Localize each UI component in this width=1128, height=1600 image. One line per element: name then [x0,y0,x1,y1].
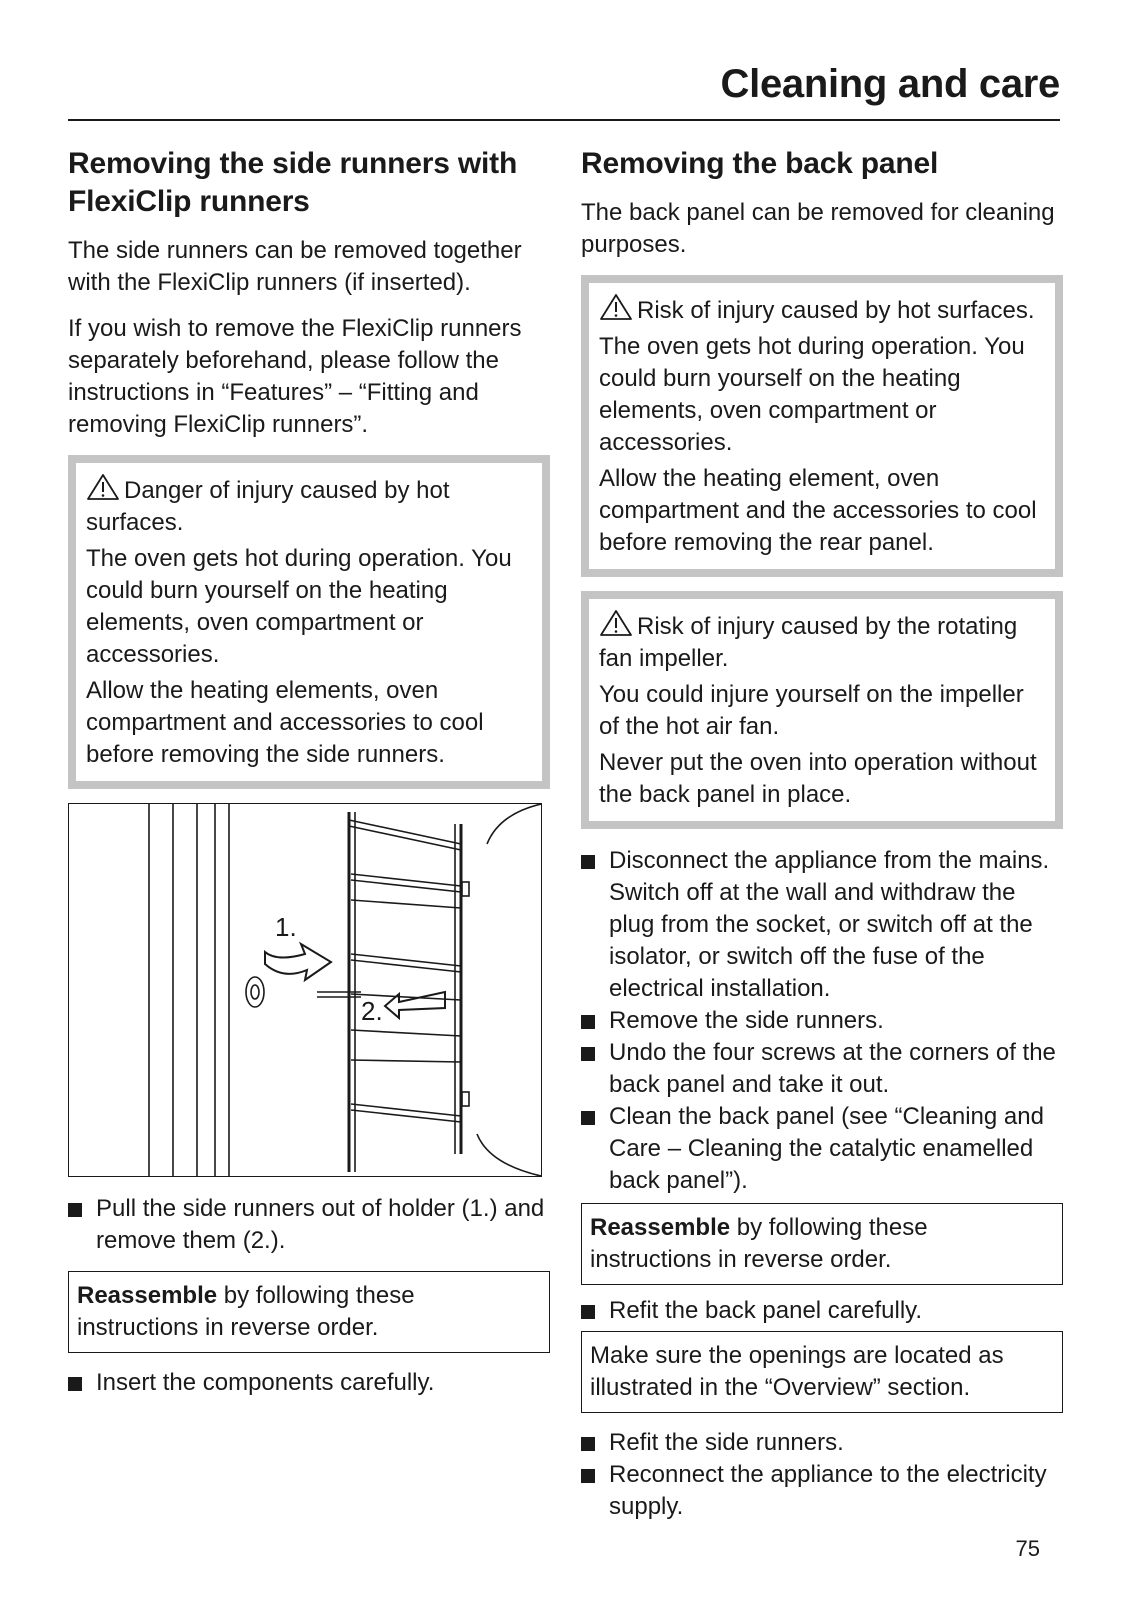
warning-triangle-icon [599,609,633,637]
reassemble-text: by following these instructions in reverse order. [590,1214,928,1273]
warning-title: Risk of injury caused by hot surfaces. [637,297,1035,324]
list-item: Undo the four screws at the corners of the back panel and take it out. [581,1037,1063,1101]
warning-title-row [86,473,532,539]
fan-impeller-warning [581,591,1063,829]
hot-surface-warning [581,275,1063,577]
hot-surface-warning [68,455,550,789]
warning-triangle-icon [599,293,633,321]
list-item: Insert the components carefully. [68,1367,550,1399]
reassemble-label: Reassemble [590,1214,731,1241]
bullet-square-icon [581,1305,595,1319]
warning-title: Risk of injury caused by the rotating fan impeller. [599,613,1018,672]
left-final-list [68,1367,550,1399]
reassemble-label: Reassemble [77,1282,218,1309]
right-final-list [581,1427,1063,1523]
right-steps-list [581,845,1063,1197]
left-flexiclip-paragraph: If you wish to remove the FlexiClip runners separately beforehand, please follow the instructions in “Features” – “Fitting and removing FlexiClip runners”. [68,315,522,438]
reassemble-text: by following these instructions in reverse order. [77,1282,415,1341]
list-item: Refit the back panel carefully. [581,1295,1063,1327]
warning-instruction: Allow the heating element, oven compartment and the accessories to cool before removing the rear panel. [599,465,1037,556]
runner-removal-drawing [69,804,541,1176]
warning-title-row [599,609,1045,675]
bullet-square-icon [581,1437,595,1451]
section-title: Cleaning and care [720,62,1060,106]
reassemble-note [68,1271,550,1353]
list-item: Remove the side runners. [581,1005,1063,1037]
bullet-square-icon [68,1377,82,1391]
bullet-square-icon [581,1015,595,1029]
list-item: Disconnect the appliance from the mains. Switch off at the wall and withdraw the plug from the socket, or switch off at the isolator, or switch off the fuse of the electrical installation. [581,845,1063,1005]
warning-instruction: Allow the heating elements, oven compartment and accessories to cool before removing the side runners. [86,677,484,768]
warning-title: Danger of injury caused by hot surfaces. [86,477,450,536]
reassemble-note [581,1203,1063,1285]
refit-panel-list [581,1295,1063,1327]
warning-detail: The oven gets hot during operation. You could burn yourself on the heating elements, oven compartment or accessories. [86,545,512,668]
list-item: Pull the side runners out of holder (1.) and remove them (2.). [68,1193,550,1257]
warning-triangle-icon [86,473,120,501]
right-intro-paragraph: The back panel can be removed for cleaning purposes. [581,199,1055,258]
bullet-square-icon [581,1111,595,1125]
warning-instruction: Never put the oven into operation without the back panel in place. [599,749,1037,808]
list-item: Clean the back panel (see “Cleaning and Care – Cleaning the catalytic enamelled back panel”). [581,1101,1063,1197]
warning-detail: You could injure yourself on the impeller of the hot air fan. [599,681,1024,740]
left-intro-paragraph: The side runners can be removed together with the FlexiClip runners (if inserted). [68,237,522,296]
openings-note: Make sure the openings are located as illustrated in the “Overview” section. [581,1331,1063,1413]
header-divider [68,119,1060,121]
left-heading: Removing the side runners with FlexiClip runners [68,147,518,218]
bullet-square-icon [68,1203,82,1217]
step-label-1: 1. [275,912,297,942]
bullet-square-icon [581,855,595,869]
step-label-2: 2. [361,996,383,1026]
right-column [581,145,1063,1523]
list-item: Reconnect the appliance to the electricity supply. [581,1459,1063,1523]
warning-detail: The oven gets hot during operation. You could burn yourself on the heating elements, oven compartment or accessories. [599,333,1025,456]
right-heading: Removing the back panel [581,147,939,180]
left-steps-list [68,1193,550,1257]
runner-removal-illustration [68,803,542,1177]
left-column [68,145,550,1399]
warning-title-row [599,293,1045,327]
bullet-square-icon [581,1469,595,1483]
list-item: Refit the side runners. [581,1427,1063,1459]
page-number: 75 [1015,1536,1040,1561]
bullet-square-icon [581,1047,595,1061]
